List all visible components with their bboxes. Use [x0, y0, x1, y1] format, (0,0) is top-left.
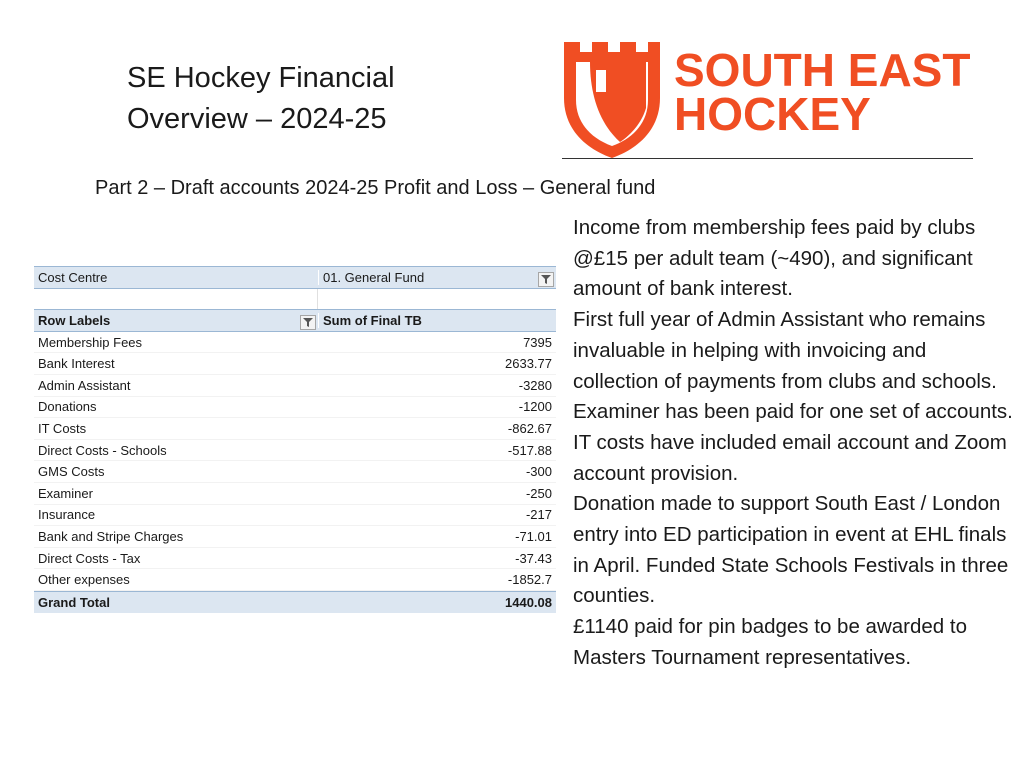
table-row: [34, 461, 556, 483]
row-labels-filter-button[interactable]: [300, 315, 316, 330]
row-value: -71.01: [515, 528, 552, 544]
row-value: -300: [525, 464, 552, 480]
castle-tower-icon: [560, 36, 664, 160]
grand-total-row: [34, 591, 556, 613]
table-row: [34, 397, 556, 419]
row-value: -1852.7: [507, 572, 552, 588]
row-label: Direct Costs - Schools: [38, 442, 167, 458]
row-label: Direct Costs - Tax: [38, 550, 141, 566]
table-row: [34, 548, 556, 570]
row-labels-header[interactable]: [34, 313, 318, 328]
blank-cell: [34, 289, 318, 310]
row-value: 7395: [523, 334, 552, 350]
pivot-header-row: [34, 309, 556, 332]
slide-title: [127, 58, 507, 140]
south-east-hockey-logo: [560, 36, 974, 160]
slide-title-line-2: Overview – 2024-25: [127, 103, 387, 135]
table-row: [34, 440, 556, 462]
row-label: Donations: [38, 399, 97, 415]
table-row: [34, 332, 556, 354]
row-label: Other expenses: [38, 572, 130, 588]
row-value: -217: [525, 507, 552, 523]
row-label: Bank Interest: [38, 356, 115, 372]
row-label: Insurance: [38, 507, 96, 523]
logo-divider: [562, 158, 973, 159]
note-paragraph: Donation made to support South East / London entry into ED participation in event at EHL finals in April. Funded State Schools Festivals in three counties.: [573, 492, 1009, 608]
row-label: Bank and Stripe Charges: [38, 528, 184, 544]
row-labels-header-text: Row Labels: [38, 312, 111, 328]
note-paragraph: First full year of Admin Assistant who remains invaluable in helping with invoicing and collection of payments from clubs and schools.: [573, 308, 997, 393]
notes-text-block: [573, 213, 1013, 674]
row-value: -3280: [518, 377, 552, 393]
row-value: -37.43: [515, 550, 552, 566]
filter-value-cell[interactable]: [318, 270, 556, 285]
note-paragraph: £1140 paid for pin badges to be awarded to Masters Tournament representatives.: [573, 615, 967, 669]
row-value: -862.67: [507, 420, 552, 436]
row-label: Examiner: [38, 485, 93, 501]
table-row: [34, 505, 556, 527]
pivot-blank-row: [34, 289, 556, 310]
pivot-table: [34, 266, 556, 613]
table-row: [34, 353, 556, 375]
table-row: [34, 375, 556, 397]
logo-wordmark: [674, 44, 971, 140]
logo-line-2: HOCKEY: [674, 88, 871, 140]
row-value: -250: [525, 485, 552, 501]
row-label: IT Costs: [38, 420, 87, 436]
row-label: Admin Assistant: [38, 377, 131, 393]
row-label: Membership Fees: [38, 334, 143, 350]
slide-title-line-1: SE Hockey Financial: [127, 62, 395, 94]
section-subtitle: Part 2 – Draft accounts 2024-25 Profit and Loss – General fund: [95, 177, 656, 199]
filter-label: Cost Centre: [38, 269, 108, 285]
row-value: 2633.77: [505, 356, 552, 372]
filter-icon: [541, 275, 551, 284]
table-row: [34, 418, 556, 440]
note-paragraph: IT costs have included email account and Zoom account provision.: [573, 430, 1007, 485]
logo-line-1: SOUTH EAST: [674, 44, 971, 96]
note-paragraph: Income from membership fees paid by clubs @£15 per adult team (~490), and significant amount of bank interest.: [573, 216, 976, 301]
filter-dropdown-button[interactable]: [538, 272, 554, 287]
value-header: Sum of Final TB: [318, 313, 556, 328]
filter-value: 01. General Fund: [323, 269, 425, 285]
table-row: [34, 483, 556, 505]
filter-icon: [303, 318, 313, 327]
note-paragraph: Examiner has been paid for one set of accounts.: [573, 400, 1013, 424]
row-value: -1200: [518, 399, 552, 415]
pivot-filter-row: [34, 266, 556, 289]
grand-total-value: 1440.08: [505, 594, 552, 610]
grand-total-label: Grand Total: [38, 594, 110, 610]
row-label: GMS Costs: [38, 464, 105, 480]
table-row: [34, 569, 556, 591]
row-value: -517.88: [507, 442, 552, 458]
table-row: [34, 526, 556, 548]
